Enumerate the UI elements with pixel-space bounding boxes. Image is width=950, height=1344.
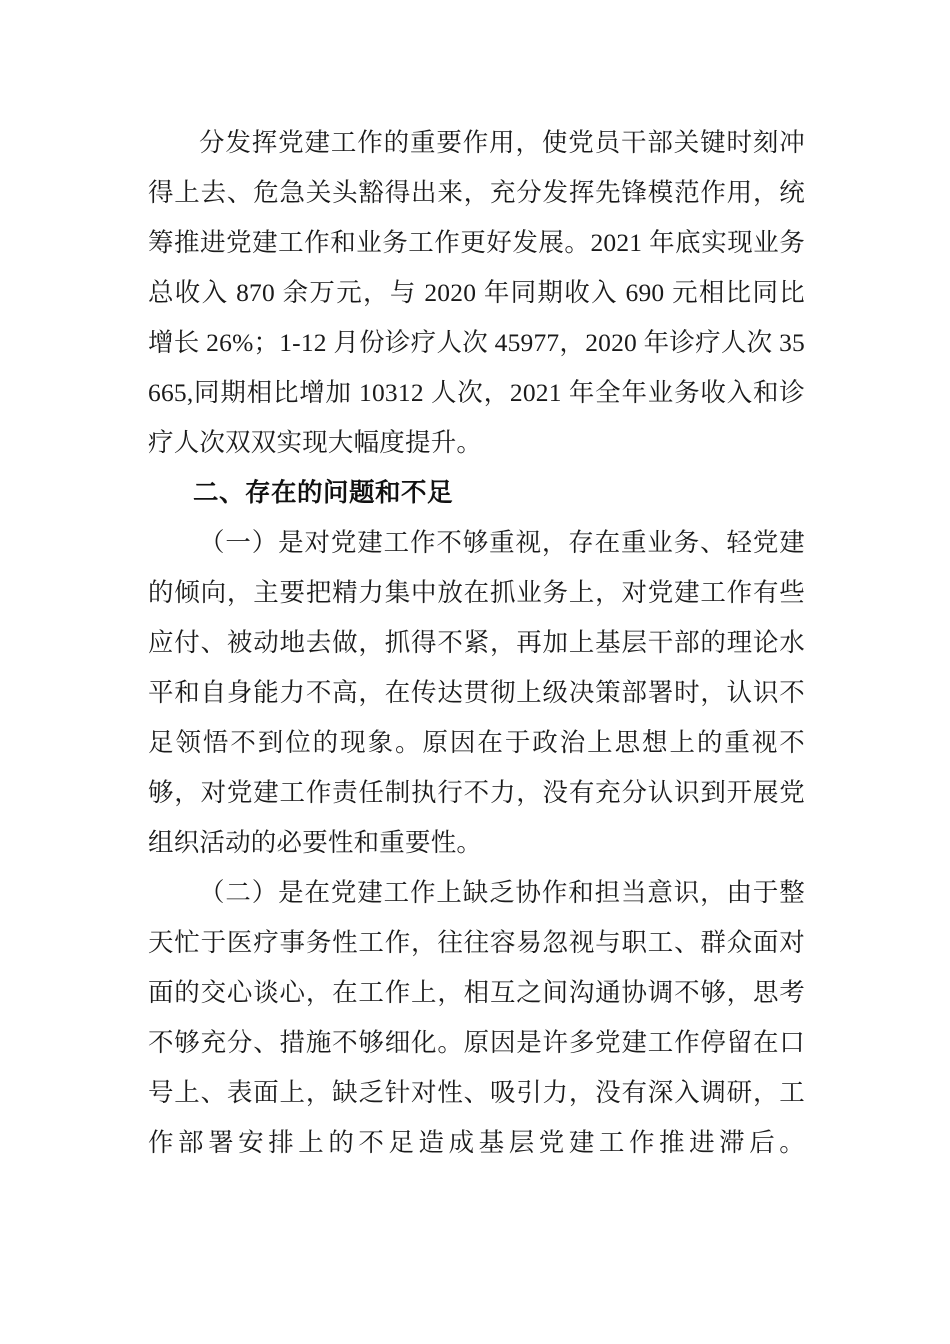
- paragraph-item-two: （二）是在党建工作上缺乏协作和担当意识，由于整天忙于医疗事务性工作，往往容易忽视与职工、群众面对面的交心谈心，在工作上，相互之间沟通协调不够，思考不够充分、措施不够细化。原因是许多党建工作停留在口号上、表面上，缺乏针对性、吸引力，没有深入调研，工作部署安排上的不足造成基层党建工作推进滞后。: [148, 878, 805, 1157]
- paragraph-item-one: （一）是对党建工作不够重视，存在重业务、轻党建的倾向，主要把精力集中放在抓业务上，对党建工作有些应付、被动地去做，抓得不紧，再加上基层干部的理论水平和自身能力不高，在传达贯彻上级决策部署时，认识不足领悟不到位的现象。原因在于政治上思想上的重视不够，对党建工作责任制执行不力，没有充分认识到开展党组织活动的必要性和重要性。: [148, 528, 805, 857]
- document-body: [148, 118, 805, 1168]
- paragraph-continued: 分发挥党建工作的重要作用，使党员干部关键时刻冲得上去、危急关头豁得出来，充分发挥先锋模范作用，统筹推进党建工作和业务工作更好发展。2021 年底实现业务总收入 870 余万元，与 2020 年同期收入 690 元相比同比增长 26%；1-12 月份诊疗人次 45977，2020 年诊疗人次 35665,同期相比增加 10312 人次，2021 年全年业务收入和诊疗人次双双实现大幅度提升。: [148, 128, 805, 457]
- section-heading-two: 二、存在的问题和不足: [193, 479, 454, 507]
